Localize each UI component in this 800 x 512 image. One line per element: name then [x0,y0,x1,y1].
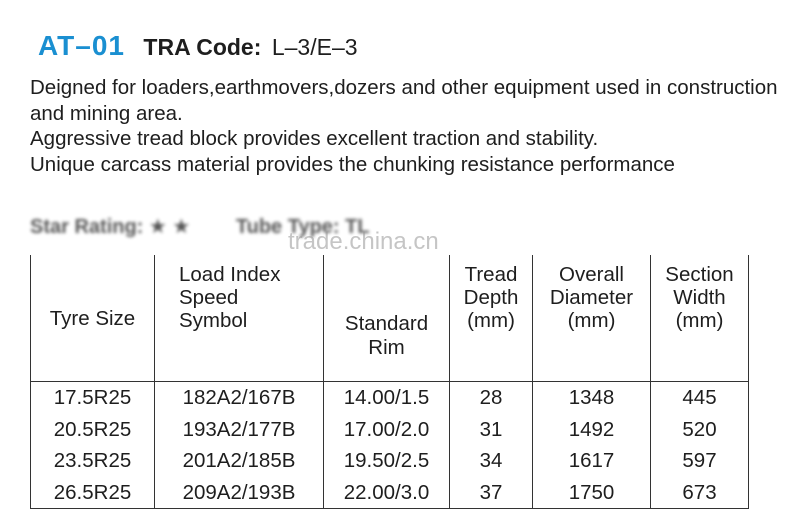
header-load-index: Load Index Speed Symbol [155,255,324,382]
cell-overall-diameter: 1492 [533,414,651,446]
cell-standard-rim: 17.00/2.0 [324,414,450,446]
cell-overall-diameter: 1348 [533,382,651,414]
header-section-width: Section Width (mm) [651,255,749,382]
description-line: Aggressive tread block provides excellent traction and stability. [30,127,599,150]
product-header [38,30,358,62]
cell-overall-diameter: 1750 [533,477,651,509]
table-row [31,414,749,446]
cell-tread-depth: 34 [450,445,533,477]
product-description [30,75,790,177]
header-tread-depth: Tread Depth (mm) [450,255,533,382]
header-overall-diameter: Overall Diameter (mm) [533,255,651,382]
cell-tyre-size: 20.5R25 [31,414,155,446]
cell-tread-depth: 37 [450,477,533,509]
cell-standard-rim: 22.00/3.0 [324,477,450,509]
cell-tyre-size: 23.5R25 [31,445,155,477]
table-header-row [31,255,749,382]
star-rating-label: Star Rating: ★ ★ [30,216,191,238]
table-row [31,445,749,477]
cell-tyre-size: 26.5R25 [31,477,155,509]
cell-section-width: 673 [651,477,749,509]
description-line: Deigned for loaders,earthmovers,dozers and other equipment used in construction and mining area. [30,76,778,125]
cell-load-index: 201A2/185B [155,445,324,477]
cell-overall-diameter: 1617 [533,445,651,477]
cell-section-width: 597 [651,445,749,477]
model-code: AT–01 [38,30,125,61]
cell-section-width: 445 [651,382,749,414]
header-standard-rim: Standard Rim [324,255,450,382]
cell-section-width: 520 [651,414,749,446]
cell-tread-depth: 28 [450,382,533,414]
description-line: Unique carcass material provides the chunking resistance performance [30,152,675,176]
table-row [31,382,749,414]
cell-load-index: 182A2/167B [155,382,324,414]
cell-standard-rim: 19.50/2.5 [324,445,450,477]
cell-load-index: 193A2/177B [155,414,324,446]
tra-code-label: TRA Code: [143,34,262,60]
header-tyre-size: Tyre Size [31,255,155,382]
cell-load-index: 209A2/193B [155,477,324,509]
watermark: trade.china.cn [288,228,439,255]
cell-tyre-size: 17.5R25 [31,382,155,414]
cell-tread-depth: 31 [450,414,533,446]
spec-table [30,255,749,509]
tra-code-value: L–3/E–3 [271,34,358,60]
table-row [31,477,749,509]
cell-standard-rim: 14.00/1.5 [324,382,450,414]
tube-type-label: Tube Type: TL [235,216,370,238]
